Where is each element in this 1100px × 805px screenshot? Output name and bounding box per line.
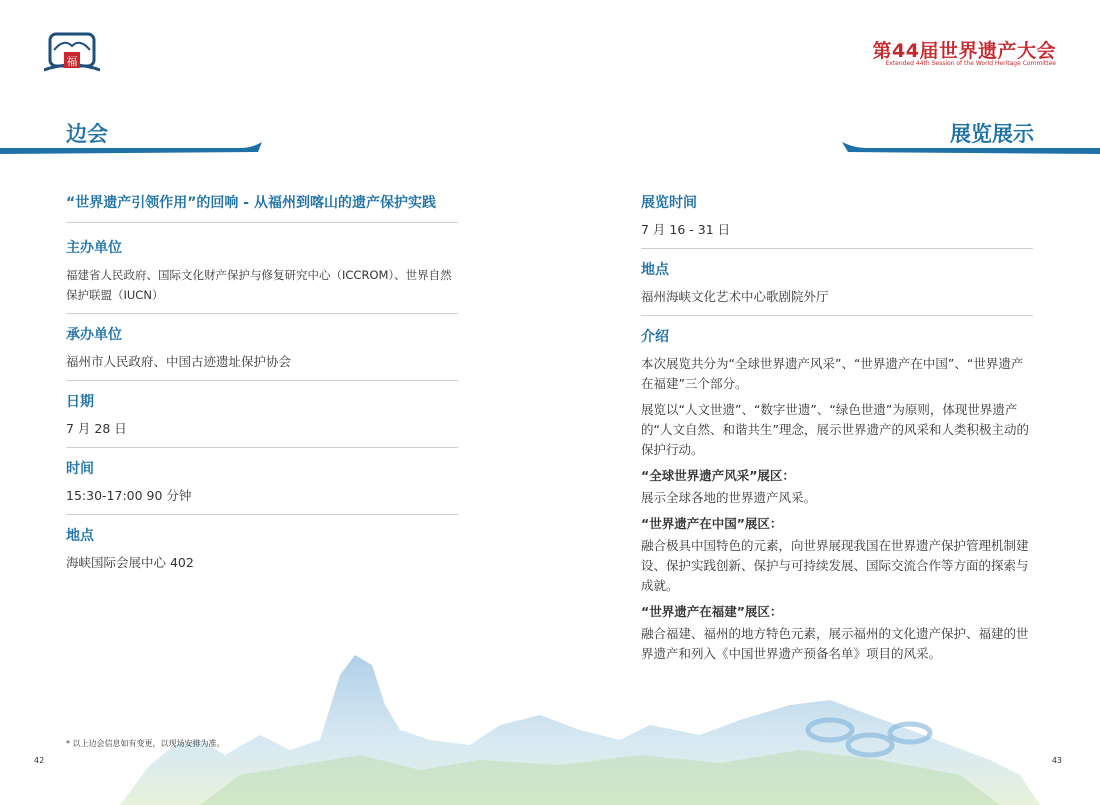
exhibition-intro-section: [641, 326, 1033, 678]
date-section: [66, 391, 458, 448]
zone-text: 展示全球各地的世界遗产风采。: [641, 490, 817, 505]
right-band-bar: [836, 140, 1100, 156]
intro-paragraph: 展览以“人文世遗”、“数字世遗”、“绿色世遗”为原则，体现世界遗产的“人文自然、和谐共生”理念，展示世界遗产的风采和人类积极主动的保护行动。: [641, 402, 1029, 457]
committee-logo: [44, 30, 100, 76]
intro-paragraph: 本次展览共分为“全球世界遗产风采”、“世界遗产在中国”、“世界遗产在福建”三个部分。: [641, 356, 1024, 391]
organizer-section: [66, 237, 458, 314]
side-event-column: [66, 192, 458, 591]
page-number-right: 43: [1051, 756, 1062, 765]
exhibition-column: [641, 192, 1033, 688]
section-value: 7 月 28 日: [66, 421, 127, 436]
section-label: 日期: [66, 394, 94, 410]
exhibition-venue-section: [641, 259, 1033, 316]
co-organizer-section: [66, 324, 458, 381]
zone-text: 融合福建、福州的地方特色元素，展示福州的文化遗产保护、福建的世界遗产和列入《中国世界遗产预备名单》项目的风采。: [641, 626, 1029, 661]
side-event-topic: “世界遗产引领作用”的回响 - 从福州到喀山的遗产保护实践: [66, 192, 458, 223]
section-label: 主办单位: [66, 240, 122, 256]
landscape-illustration: [0, 645, 1100, 805]
left-band-title: 边会: [66, 122, 108, 146]
exhibition-time-section: [641, 192, 1033, 249]
footnote: * 以上边会信息如有变更，以现场安排为准。: [66, 739, 225, 748]
section-value: 福建省人民政府、国际文化财产保护与修复研究中心（ICCROM）、世界自然保护联盟（IUCN）: [66, 268, 452, 302]
logo-char: 福: [66, 55, 78, 68]
venue-section: [66, 525, 458, 581]
zone-title: “世界遗产在中国”展区：: [641, 516, 783, 531]
section-label: 展览时间: [641, 195, 697, 211]
section-label: 地点: [66, 528, 94, 544]
section-value: 海峡国际会展中心 402: [66, 555, 194, 570]
zone-text: 融合极具中国特色的元素，向世界展现我国在世界遗产保护管理机制建设、保护实践创新、保护与可持续发展、国际交流合作等方面的探索与成就。: [641, 538, 1029, 593]
event-title: 第44届世界遗产大会: [872, 40, 1056, 62]
time-section: [66, 458, 458, 515]
section-label: 地点: [641, 262, 669, 278]
page-number-left: 42: [34, 756, 45, 765]
section-value: 7 月 16 - 31 日: [641, 222, 731, 237]
zone-title: “全球世界遗产风采”展区：: [641, 468, 795, 483]
right-band-title: 展览展示: [950, 122, 1034, 146]
section-label: 介绍: [641, 329, 669, 345]
section-value: 福州海峡文化艺术中心歌剧院外厅: [641, 289, 829, 304]
section-label: 时间: [66, 461, 94, 477]
section-value: 福州市人民政府、中国古迹遗址保护协会: [66, 354, 292, 369]
fuzhou-logo-icon: [44, 30, 100, 76]
event-subtitle: Extended 44th Session of the World Heritage Committee: [885, 60, 1056, 67]
section-label: 承办单位: [66, 327, 122, 343]
left-band-bar: [0, 140, 270, 156]
section-value: 15:30-17:00 90 分钟: [66, 488, 192, 503]
zone-title: “世界遗产在福建”展区：: [641, 604, 783, 619]
